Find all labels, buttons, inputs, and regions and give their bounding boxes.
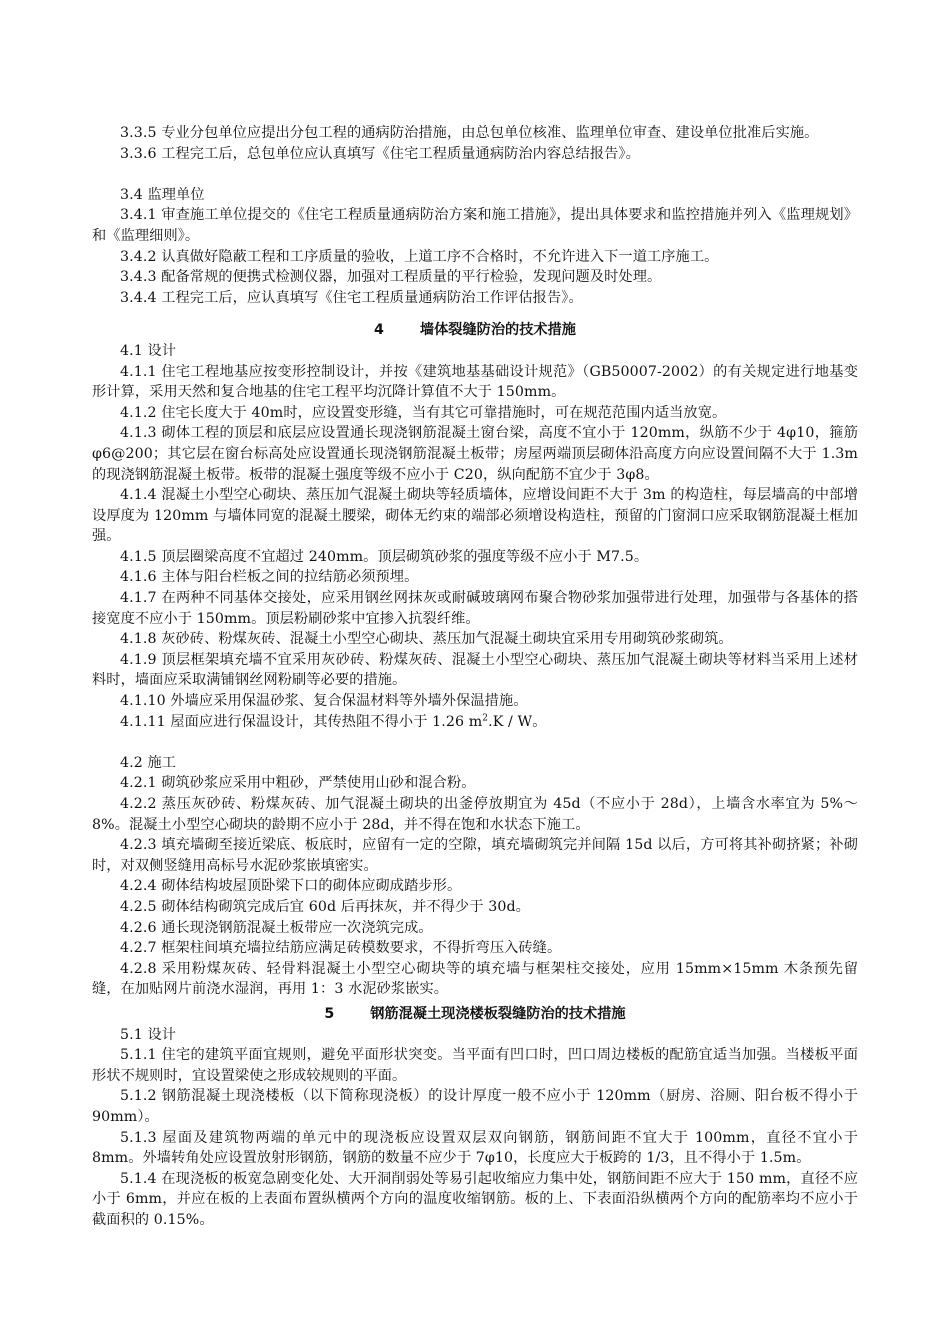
chapter-title: 墙体裂缝防治的技术措施 <box>419 322 576 339</box>
paragraph-5-1-3: 5.1.3 屋面及建筑物两端的单元中的现浇板应设置双层双向钢筋，钢筋间距不宜大于 100mm，直径不宜小于 8mm。外墙转角处应设置放射形钢筋，钢筋的数量不应少于 7φ10，长度应大于板跨的 1/3，且不得小于 1.5m。 <box>92 1129 858 1167</box>
paragraph-4-2-2: 4.2.2 蒸压灰砂砖、粉煤灰砖、加气混凝土砌块的出釜停放期宜为 45d（不应小于 28d），上墙含水率宜为 5%～8%。混凝土小型空心砌块的龄期不应小于 28d，并不得在饱和水状态下施工。 <box>92 796 858 833</box>
paragraph-4-2-5: 4.2.5 砌体结构砌筑完成后宜 60d 后再抹灰，并不得少于 30d。 <box>120 898 530 915</box>
paragraph-3-4-4: 3.4.4 工程完工后，应认真填写《住宅工程质量通病防治工作评估报告》。 <box>120 289 583 306</box>
section-heading-4-2: 4.2 施工 <box>120 754 177 771</box>
paragraph-4-1-4: 4.1.4 混凝土小型空心砌块、蒸压加气混凝土砌块等轻质墙体，应增设间距不大于 3m 的构造柱，每层墙高的中部增设厚度为 120mm 与墙体同宽的混凝土腰梁，砌体无约束的端部必须增设构造柱，预留的门窗洞口应采取钢筋混凝土框加强。 <box>92 487 858 545</box>
paragraph-4-2-4: 4.2.4 砌体结构坡屋顶卧梁下口的砌体应砌成踏步形。 <box>120 878 462 895</box>
paragraph-3-4-1: 3.4.1 审查施工单位提交的《住宅工程质量通病防治方案和施工措施》，提出具体要求和监控措施并列入《监理规划》和《监理细则》。 <box>92 207 858 244</box>
section-heading-4-1: 4.1 设计 <box>120 342 177 359</box>
paragraph-4-2-3: 4.2.3 填充墙砌至接近梁底、板底时，应留有一定的空隙，填充墙砌筑完并间隔 15d 以后，方可将其补砌挤紧；补砌时，对双侧竖缝用高标号水泥砂浆嵌填密实。 <box>92 837 858 874</box>
paragraph-4-1-8: 4.1.8 灰砂砖、粉煤灰砖、混凝土小型空心砌块、蒸压加气混凝土砌块宜采用专用砌筑砂浆砌筑。 <box>120 631 733 648</box>
paragraph-5-1-2: 5.1.2 钢筋混凝土现浇楼板（以下简称现浇板）的设计厚度一般不应小于 120mm（厨房、浴厕、阳台板不得小于 90mm）。 <box>92 1088 858 1125</box>
paragraph-5-1-4: 5.1.4 在现浇板的板宽急剧变化处、大开洞削弱处等易引起收缩应力集中处，钢筋间距不应大于 150 mm，直径不应小于 6mm，并应在板的上表面布置纵横两个方向的温度收缩钢筋。板的上、下表面沿纵横两个方向的配筋率均不应小于截面积的 0.15%。 <box>92 1170 858 1228</box>
paragraph-4-1-5: 4.1.5 顶层圈梁高度不宜超过 240mm。顶层砌筑砂浆的强度等级不应小于 M7.5。 <box>120 548 649 565</box>
paragraph-4-1-6: 4.1.6 主体与阳台栏板之间的拉结筋必须预埋。 <box>120 569 419 586</box>
paragraph-4-1-9: 4.1.9 顶层框架填充墙不宜采用灰砂砖、粉煤灰砖、混凝土小型空心砌块、蒸压加气混凝土砌块等材料当采用上述材料时，墙面应采取满铺钢丝网粉刷等必要的措施。 <box>92 651 858 689</box>
paragraph-4-1-7: 4.1.7 在两种不同基体交接处，应采用钢丝网抹灰或耐碱玻璃网布聚合物砂浆加强带进行处理，加强带与各基体的搭接宽度不应小于 150mm。顶层粉刷砂浆中宜掺入抗裂纤维。 <box>92 590 858 627</box>
paragraph-4-2-7: 4.2.7 框架柱间填充墙拉结筋应满足砖模数要求，不得折弯压入砖缝。 <box>120 940 562 957</box>
chapter-number: 4 <box>374 322 384 339</box>
paragraph-4-1-3: 4.1.3 砌体工程的顶层和底层应设置通长现浇钢筋混凝土窗台梁，高度不宜小于 120mm，纵筋不少于 4φ10，箍筋 φ6@200；其它层在窗台标高处应设置通长现浇钢筋混凝土板带；房屋两端顶层砌体沿高度方向应设置间隔不大于 1.3m 的现浇钢筋混凝土板带。板带的混凝土强度等级不应小于 C20，纵向配筋不宜少于 3φ8。 <box>92 425 858 483</box>
chapter-heading-5 <box>92 1004 858 1025</box>
chapter-title: 钢筋混凝土现浇楼板裂缝防治的技术措施 <box>370 1005 626 1022</box>
spacer <box>92 164 858 185</box>
paragraph-4-1-11 <box>92 712 858 733</box>
paragraph-4-1-2: 4.1.2 住宅长度大于 40m时，应设置变形缝，当有其它可靠措施时，可在规范范围内适当放宽。 <box>120 404 727 421</box>
paragraph-4-1-1: 4.1.1 住宅工程地基应按变形控制设计，并按《建筑地基基础设计规范》（GB50007-2002）的有关规定进行地基变形计算，采用天然和复合地基的住宅工程平均沉降计算值不大于 150mm。 <box>92 363 858 401</box>
paragraph-4-1-10: 4.1.10 外墙应采用保温砂浆、复合保温材料等外墙外保温措施。 <box>120 693 528 710</box>
paragraph-text: .K / W。 <box>488 713 547 730</box>
paragraph-5-1-1: 5.1.1 住宅的建筑平面宜规则，避免平面形状突变。当平面有凹口时，凹口周边楼板的配筋宜适当加强。当楼板平面形状不规则时，宜设置梁使之形成较规则的平面。 <box>92 1047 858 1084</box>
section-heading-3-4: 3.4 监理单位 <box>120 186 205 203</box>
paragraph-3-3-6: 3.3.6 工程完工后，总包单位应认真填写《住宅工程质量通病防治内容总结报告》。 <box>120 145 640 162</box>
paragraph-4-2-1: 4.2.1 砌筑砂浆应采用中粗砂，严禁使用山砂和混合粉。 <box>120 775 476 792</box>
section-heading-5-1: 5.1 设计 <box>120 1026 177 1043</box>
paragraph-3-3-5: 3.3.5 专业分包单位应提出分包工程的通病防治措施，由总包单位核准、监理单位审查、建设单位批准后实施。 <box>120 125 819 141</box>
paragraph-3-4-2: 3.4.2 认真做好隐蔽工程和工序质量的验收，上道工序不合格时，不允许进入下一道工序施工。 <box>120 248 719 265</box>
paragraph-4-2-8: 4.2.8 采用粉煤灰砖、轻骨料混凝土小型空心砌块等的填充墙与框架柱交接处，应用 15mm×15mm 木条预先留缝，在加贴网片前浇水湿润，再用 1：3 水泥砂浆嵌实。 <box>92 960 858 998</box>
paragraph-text: 4.1.11 屋面应进行保温设计，其传热阻不得小于 1.26 m <box>120 713 483 730</box>
chapter-heading-4 <box>92 320 858 341</box>
paragraph-3-4-3: 3.4.3 配备常规的便携式检测仪器，加强对工程质量的平行检验，发现问题及时处理。 <box>120 269 662 286</box>
spacer <box>92 308 858 316</box>
superscript: 2 <box>482 712 489 723</box>
chapter-number: 5 <box>324 1005 335 1022</box>
spacer <box>92 732 858 753</box>
paragraph-4-2-6: 4.2.6 通长现浇钢筋混凝土板带应一次浇筑完成。 <box>120 919 433 936</box>
